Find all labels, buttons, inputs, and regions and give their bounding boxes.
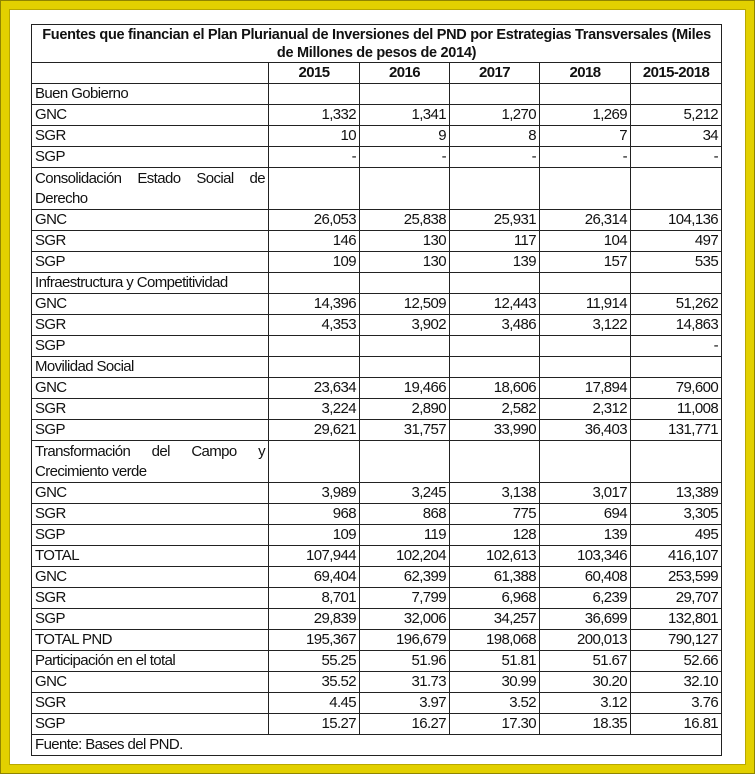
value-cell: 2,890 [360,399,450,420]
value-cell [450,336,540,357]
table-row [32,210,722,231]
value-cell [540,168,631,210]
value-cell [540,441,631,483]
value-cell: 104 [540,231,631,252]
value-cell [269,336,360,357]
value-cell: 497 [631,231,722,252]
value-cell: 11,914 [540,294,631,315]
section-header-row [32,273,722,294]
value-cell [269,84,360,105]
row-label: GNC [32,378,269,399]
row-label: SGR [32,504,269,525]
value-cell: 52.66 [631,651,722,672]
row-label: Infraestructura y Competitividad [32,273,269,294]
value-cell: 102,204 [360,546,450,567]
value-cell: 1,341 [360,105,450,126]
row-label: SGR [32,126,269,147]
value-cell: 15.27 [269,714,360,735]
table-row [32,336,722,357]
value-cell: 19,466 [360,378,450,399]
value-cell: - [269,147,360,168]
header-row [32,63,722,84]
row-label: SGP [32,420,269,441]
row-label: SGP [32,714,269,735]
value-cell: 35.52 [269,672,360,693]
row-label: GNC [32,672,269,693]
value-cell: 1,332 [269,105,360,126]
value-cell: 36,699 [540,609,631,630]
value-cell [450,441,540,483]
value-cell: 17.30 [450,714,540,735]
value-cell: 62,399 [360,567,450,588]
value-cell: 968 [269,504,360,525]
value-cell: 6,968 [450,588,540,609]
value-cell: 31.73 [360,672,450,693]
value-cell: 51.81 [450,651,540,672]
value-cell [360,168,450,210]
row-label: Movilidad Social [32,357,269,378]
value-cell: 1,270 [450,105,540,126]
table-row [32,420,722,441]
table-row [32,399,722,420]
row-label: TOTAL [32,546,269,567]
value-cell: 535 [631,252,722,273]
table-row [32,609,722,630]
value-cell: 2,582 [450,399,540,420]
value-cell: 12,509 [360,294,450,315]
value-cell [450,357,540,378]
value-cell: 16.81 [631,714,722,735]
value-cell: 51.67 [540,651,631,672]
row-label: SGP [32,525,269,546]
value-cell: 14,863 [631,315,722,336]
table-body [32,84,722,735]
title-row [32,25,722,63]
value-cell: 25,838 [360,210,450,231]
value-cell: 196,679 [360,630,450,651]
value-cell: 790,127 [631,630,722,651]
value-cell: 3.76 [631,693,722,714]
value-cell: 11,008 [631,399,722,420]
value-cell [631,273,722,294]
value-cell: 4,353 [269,315,360,336]
value-cell: 30.99 [450,672,540,693]
column-header: 2015-2018 [631,63,722,84]
value-cell: 13,389 [631,483,722,504]
value-cell: 79,600 [631,378,722,399]
row-label: SGR [32,315,269,336]
value-cell [360,336,450,357]
value-cell: 8 [450,126,540,147]
row-label: GNC [32,294,269,315]
value-cell: 4.45 [269,693,360,714]
value-cell: 10 [269,126,360,147]
value-cell: 3,138 [450,483,540,504]
value-cell [540,273,631,294]
value-cell: 109 [269,525,360,546]
value-cell: 33,990 [450,420,540,441]
value-cell: 3,305 [631,504,722,525]
value-cell: 31,757 [360,420,450,441]
row-label: TOTAL PND [32,630,269,651]
row-label: SGR [32,399,269,420]
value-cell: 3,017 [540,483,631,504]
footer-row [32,735,722,756]
value-cell: 130 [360,252,450,273]
row-label: SGP [32,609,269,630]
table-row [32,483,722,504]
value-cell [540,84,631,105]
row-label: Transformación del Campo y Crecimiento verde [32,441,269,483]
value-cell: 253,599 [631,567,722,588]
column-header: 2017 [450,63,540,84]
value-cell: 146 [269,231,360,252]
table-row [32,525,722,546]
value-cell: 5,212 [631,105,722,126]
value-cell: 7,799 [360,588,450,609]
row-label: GNC [32,210,269,231]
table-row [32,546,722,567]
value-cell: 1,269 [540,105,631,126]
value-cell: 3,902 [360,315,450,336]
table-row [32,105,722,126]
table-row [32,672,722,693]
table-row [32,315,722,336]
value-cell [269,441,360,483]
value-cell: 128 [450,525,540,546]
value-cell: 12,443 [450,294,540,315]
value-cell [269,168,360,210]
row-label: SGP [32,147,269,168]
value-cell: 60,408 [540,567,631,588]
table-row [32,147,722,168]
value-cell: 16.27 [360,714,450,735]
row-label: SGP [32,252,269,273]
value-cell [540,336,631,357]
table-row [32,231,722,252]
value-cell: 694 [540,504,631,525]
value-cell [631,168,722,210]
row-label: Consolidación Estado Social de Derecho [32,168,269,210]
value-cell: 8,701 [269,588,360,609]
value-cell: 29,707 [631,588,722,609]
value-cell: 51.96 [360,651,450,672]
value-cell: 195,367 [269,630,360,651]
table-row [32,630,722,651]
value-cell: 132,801 [631,609,722,630]
value-cell: 29,621 [269,420,360,441]
value-cell: 107,944 [269,546,360,567]
row-label: SGR [32,693,269,714]
value-cell: 69,404 [269,567,360,588]
value-cell [450,273,540,294]
value-cell: 17,894 [540,378,631,399]
section-header-row [32,441,722,483]
value-cell: 868 [360,504,450,525]
column-header: 2015 [269,63,360,84]
row-label: GNC [32,105,269,126]
value-cell: - [631,336,722,357]
value-cell: 26,053 [269,210,360,231]
value-cell: 32.10 [631,672,722,693]
value-cell [269,273,360,294]
value-cell: 3,989 [269,483,360,504]
value-cell [450,84,540,105]
value-cell: 139 [450,252,540,273]
table-row [32,294,722,315]
value-cell [360,441,450,483]
column-header [32,63,269,84]
value-cell: 29,839 [269,609,360,630]
value-cell: 104,136 [631,210,722,231]
value-cell: 2,312 [540,399,631,420]
table-row [32,588,722,609]
value-cell: - [631,147,722,168]
table-row [32,714,722,735]
column-header: 2018 [540,63,631,84]
value-cell: - [450,147,540,168]
value-cell: 18.35 [540,714,631,735]
table-row [32,126,722,147]
value-cell: 157 [540,252,631,273]
value-cell: 23,634 [269,378,360,399]
row-label: SGR [32,231,269,252]
value-cell: 61,388 [450,567,540,588]
investment-table [31,24,722,756]
value-cell: 198,068 [450,630,540,651]
value-cell [360,84,450,105]
value-cell: 139 [540,525,631,546]
value-cell: 3,486 [450,315,540,336]
value-cell [450,168,540,210]
value-cell: - [360,147,450,168]
value-cell: 416,107 [631,546,722,567]
table-row [32,693,722,714]
value-cell: 3.97 [360,693,450,714]
value-cell: 51,262 [631,294,722,315]
value-cell: 25,931 [450,210,540,231]
value-cell: 102,613 [450,546,540,567]
table-row [32,651,722,672]
value-cell: 200,013 [540,630,631,651]
section-header-row [32,168,722,210]
row-label: GNC [32,567,269,588]
row-label: SGP [32,336,269,357]
table-row [32,567,722,588]
value-cell [360,273,450,294]
table-title: Fuentes que financian el Plan Plurianual de Inversiones del PND por Estrategias Transversales (Miles de Millones de pesos de 2014) [32,25,722,63]
value-cell: 775 [450,504,540,525]
value-cell: 32,006 [360,609,450,630]
value-cell [269,357,360,378]
table-row [32,252,722,273]
value-cell: 26,314 [540,210,631,231]
value-cell: 34 [631,126,722,147]
value-cell [540,357,631,378]
value-cell: - [540,147,631,168]
value-cell: 130 [360,231,450,252]
column-header: 2016 [360,63,450,84]
table-row [32,378,722,399]
value-cell: 3.52 [450,693,540,714]
value-cell: 109 [269,252,360,273]
row-label: Participación en el total [32,651,269,672]
row-label: Buen Gobierno [32,84,269,105]
value-cell: 119 [360,525,450,546]
value-cell: 495 [631,525,722,546]
value-cell: 3,122 [540,315,631,336]
row-label: GNC [32,483,269,504]
value-cell: 3.12 [540,693,631,714]
value-cell: 36,403 [540,420,631,441]
value-cell: 9 [360,126,450,147]
section-header-row [32,84,722,105]
value-cell: 18,606 [450,378,540,399]
value-cell [360,357,450,378]
value-cell: 6,239 [540,588,631,609]
value-cell: 103,346 [540,546,631,567]
value-cell: 117 [450,231,540,252]
section-header-row [32,357,722,378]
row-label: SGR [32,588,269,609]
value-cell [631,357,722,378]
value-cell: 7 [540,126,631,147]
value-cell: 55.25 [269,651,360,672]
value-cell: 30.20 [540,672,631,693]
value-cell: 14,396 [269,294,360,315]
value-cell [631,84,722,105]
table-row [32,504,722,525]
value-cell: 3,224 [269,399,360,420]
source-note: Fuente: Bases del PND. [32,735,722,756]
value-cell: 131,771 [631,420,722,441]
value-cell: 3,245 [360,483,450,504]
value-cell [631,441,722,483]
value-cell: 34,257 [450,609,540,630]
